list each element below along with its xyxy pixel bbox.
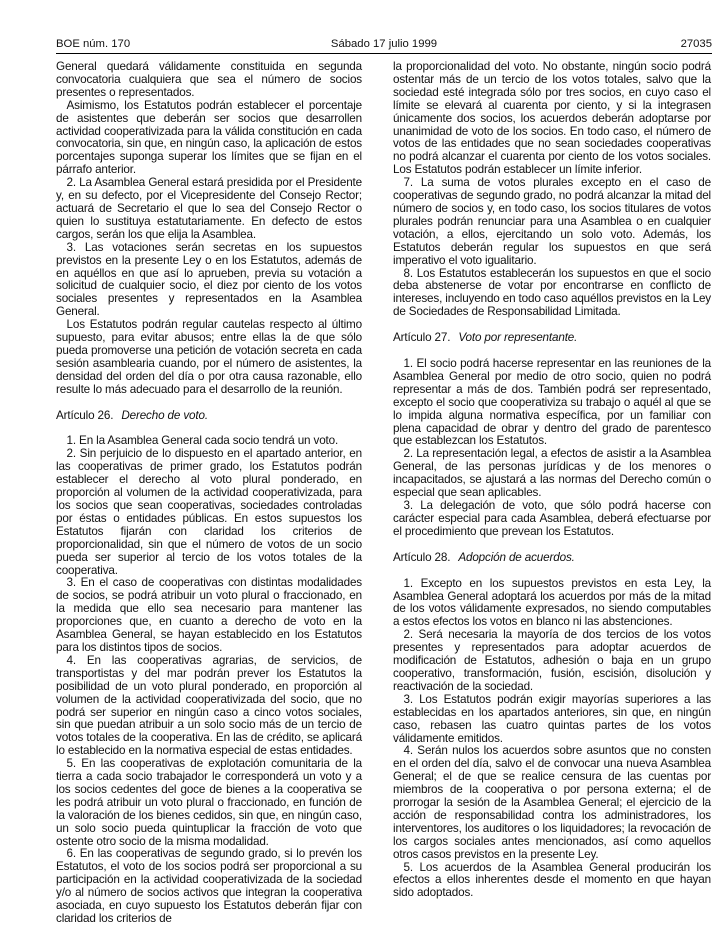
paragraph: 3. La delegación de voto, que sólo podrá hacerse con carácter especial para cada Asamblea, deberá efectuarse por el procedimiento que prevean los Estatutos. bbox=[393, 499, 711, 538]
paragraph: 3. Las votaciones serán secretas en los supuestos previstos en la presente Ley o en los Estatutos, además de en aquéllos en que así lo aprueben, previa su votación a solicitud de cualquier socio, el diez por ciento de los votos sociales presentes y representados en la Asamblea General. bbox=[56, 240, 362, 319]
paragraph: 1. El socio podrá hacerse representar en las reuniones de la Asamblea General por medio de otro socio, quien no podrá representar a más de dos. También podrá ser representado, excepto el socio que cooperativiza su trabajo o aquél al que se lo impida alguna normativa específica, por un familiar con plena capacidad de obrar y dentro del grado de parentesco que establezcan los Estatutos. bbox=[393, 357, 711, 448]
page-header bbox=[56, 37, 712, 53]
article-heading bbox=[393, 552, 711, 565]
paragraph: 2. La Asamblea General estará presidida por el Presidente y, en su defecto, por el Vicepresidente del Consejo Rector; actuará de Secretario el que lo sea del Consejo Rector o quien lo sustituya estatutariamente. En defecto de estos cargos, serán los que elija la Asamblea. bbox=[56, 176, 362, 241]
paragraph: 4. Serán nulos los acuerdos sobre asuntos que no consten en el orden del día, salvo el de convocar una nueva Asamblea General; el de que se realice censura de las cuentas por miembros de la cooperativa o por persona externa; el de prorrogar la sesión de la Asamblea General; el ejercicio de la acción de responsabilidad contra los administradores, los interventores, los auditores o los liquidadores; la revocación de los cargos sociales antes mencionados, así como aquellos otros casos previstos en la presente Ley. bbox=[393, 744, 711, 861]
paragraph: 5. Los acuerdos de la Asamblea General producirán los efectos a ellos inherentes desde el momento en que hayan sido adoptados. bbox=[393, 860, 711, 900]
article-heading bbox=[56, 410, 362, 423]
publication-date: Sábado 17 julio 1999 bbox=[330, 38, 438, 50]
article-number: Artículo 28. bbox=[393, 550, 451, 564]
paragraph: 1. En la Asamblea General cada socio tendrá un voto. bbox=[66, 434, 339, 448]
article-heading bbox=[393, 332, 711, 345]
paragraph: Los Estatutos podrán regular cautelas respecto al último supuesto, para evitar abusos; entre ellas la de que sólo pueda promoverse una petición de votación secreta en cada sesión asamblearia cuando, por el número de asistentes, la densidad del orden del día o por otra causa razonable, ello resulte lo más adecuado para el desarrollo de la reunión. bbox=[56, 318, 362, 396]
paragraph: General quedará válidamente constituida en segunda convocatoria cualquiera que sea el número de socios presentes o representados. bbox=[56, 60, 362, 99]
paragraph: 3. En el caso de cooperativas con distintas modalidades de socios, se podrá atribuir un voto plural o fraccionado, en la medida que ello sea necesario para mantener las proporciones que, en cuanto a derecho de voto en la Asamblea General, se hayan establecido en los Estatutos para los distintos tipos de socios. bbox=[56, 576, 362, 654]
paragraph: 6. En las cooperativas de segundo grado, si lo prevén los Estatutos, el voto de los socios podrá ser proporcional a su participación en la actividad cooperativizada de la sociedad y/o al número de socios activos que integran la cooperativa asociada, en cuyo supuesto los Estatutos deberán fijar con claridad los criterios de bbox=[56, 847, 362, 925]
paragraph: 8. Los Estatutos establecerán los supuestos en que el socio deba abstenerse de votar por encontrarse en conflicto de intereses, incluyendo en todo caso aquéllos previstos en la Ley de Sociedades de Responsabilidad Limitada. bbox=[393, 266, 712, 319]
paragraph: la proporcionalidad del voto. No obstante, ningún socio podrá ostentar más de un tercio de los votos totales, salvo que la sociedad esté integrada sólo por tres socios, en cuyo caso el límite se elevará al cuarenta por ciento, y si la integrasen únicamente dos socios, los acuerdos deberán adoptarse por unanimidad de voto de los socios. En todo caso, el número de votos de las entidades que no sean sociedades cooperativas no podrá alcanzar el cuarenta por ciento de los votos sociales. Los Estatutos podrán establecer un límite inferior. bbox=[393, 60, 711, 177]
right-column bbox=[393, 61, 711, 900]
header-divider bbox=[56, 53, 712, 54]
paragraph: 3. Los Estatutos podrán exigir mayorías superiores a las establecidas en los apartados anteriores, sin que, en ningún caso, rebasen las cuatro quintas partes de los votos válidamente emitidos. bbox=[393, 692, 711, 745]
paragraph: 5. En las cooperativas de explotación comunitaria de la tierra a cada socio trabajador le corresponderá un voto y a los socios cedentes del goce de bienes a la cooperativa se les podrá atribuir un voto plural o fraccionado, en función de la valoración de los bienes cedidos, sin que, en ningún caso, un solo socio pueda quintuplicar la fracción de voto que ostente otro socio de la misma modalidad. bbox=[56, 757, 362, 848]
article-number: Artículo 26. bbox=[56, 408, 114, 422]
article-title: Adopción de acuerdos. bbox=[458, 550, 575, 564]
article-title: Derecho de voto. bbox=[121, 408, 208, 422]
paragraph: Asimismo, los Estatutos podrán establecer el porcentaje de asistentes que deberán ser socios que desarrollen actividad cooperativizada para la válida constitución en cada convocatoria, sin que, en ningún caso, la aplicación de estos porcentajes suponga superar los límites que se fijan en el párrafo anterior. bbox=[56, 98, 362, 177]
page-number: 27035 bbox=[680, 38, 712, 50]
article-title: Voto por representante. bbox=[458, 331, 578, 345]
paragraph: 4. En las cooperativas agrarias, de servicios, de transportistas y del mar podrán prever los Estatutos la posibilidad de un voto plural ponderado, en proporción al volumen de la actividad cooperativizada del socio, que no podrá ser superior en ningún caso a cinco votos sociales, sin que puedan atribuir a un solo socio más de un tercio de votos totales de la cooperativa. En las de crédito, se aplicará lo establecido en la normativa especial de estas entidades. bbox=[56, 653, 362, 758]
paragraph: 2. La representación legal, a efectos de asistir a la Asamblea General, de las personas jurídicas y de los menores o incapacitados, se ajustará a las normas del Derecho común o especial que sean aplicables. bbox=[393, 447, 711, 500]
paragraph: 2. Será necesaria la mayoría de dos tercios de los votos presentes y representados para adoptar acuerdos de modificación de Estatutos, adhesión o baja en un grupo cooperativo, transformación, fusión, escisión, disolución y reactivación de la sociedad. bbox=[393, 628, 711, 693]
bulletin-number: BOE núm. 170 bbox=[56, 38, 131, 50]
paragraph: 1. Excepto en los supuestos previstos en esta Ley, la Asamblea General adoptará los acuerdos por más de la mitad de los votos válidamente expresados, no siendo computables a estos efectos los votos en blanco ni las abstenciones. bbox=[393, 576, 711, 629]
article-number: Artículo 27. bbox=[393, 331, 451, 345]
paragraph: 2. Sin perjuicio de lo dispuesto en el apartado anterior, en las cooperativas de primer grado, los Estatutos podrán establecer el derecho al voto plural ponderado, en proporción al volumen de la actividad cooperativizada, para los socios que sean cooperativas, sociedades controladas por éstas o entidades públicas. En estos supuestos los Estatutos fijarán con claridad los criterios de proporcionalidad, sin que el número de votos de un socio pueda ser superior al tercio de los votos totales de la cooperativa. bbox=[56, 447, 362, 577]
paragraph: 7. La suma de votos plurales excepto en el caso de cooperativas de segundo grado, no podrá alcanzar la mitad del número de socios y, en todo caso, los socios titulares de votos plurales podrán renunciar para una Asamblea o en cualquier votación, a ellos, ejercitando un solo voto. Además, los Estatutos deberán regular los supuestos en que será imperativo el voto igualitario. bbox=[393, 176, 711, 267]
left-column bbox=[56, 61, 362, 926]
